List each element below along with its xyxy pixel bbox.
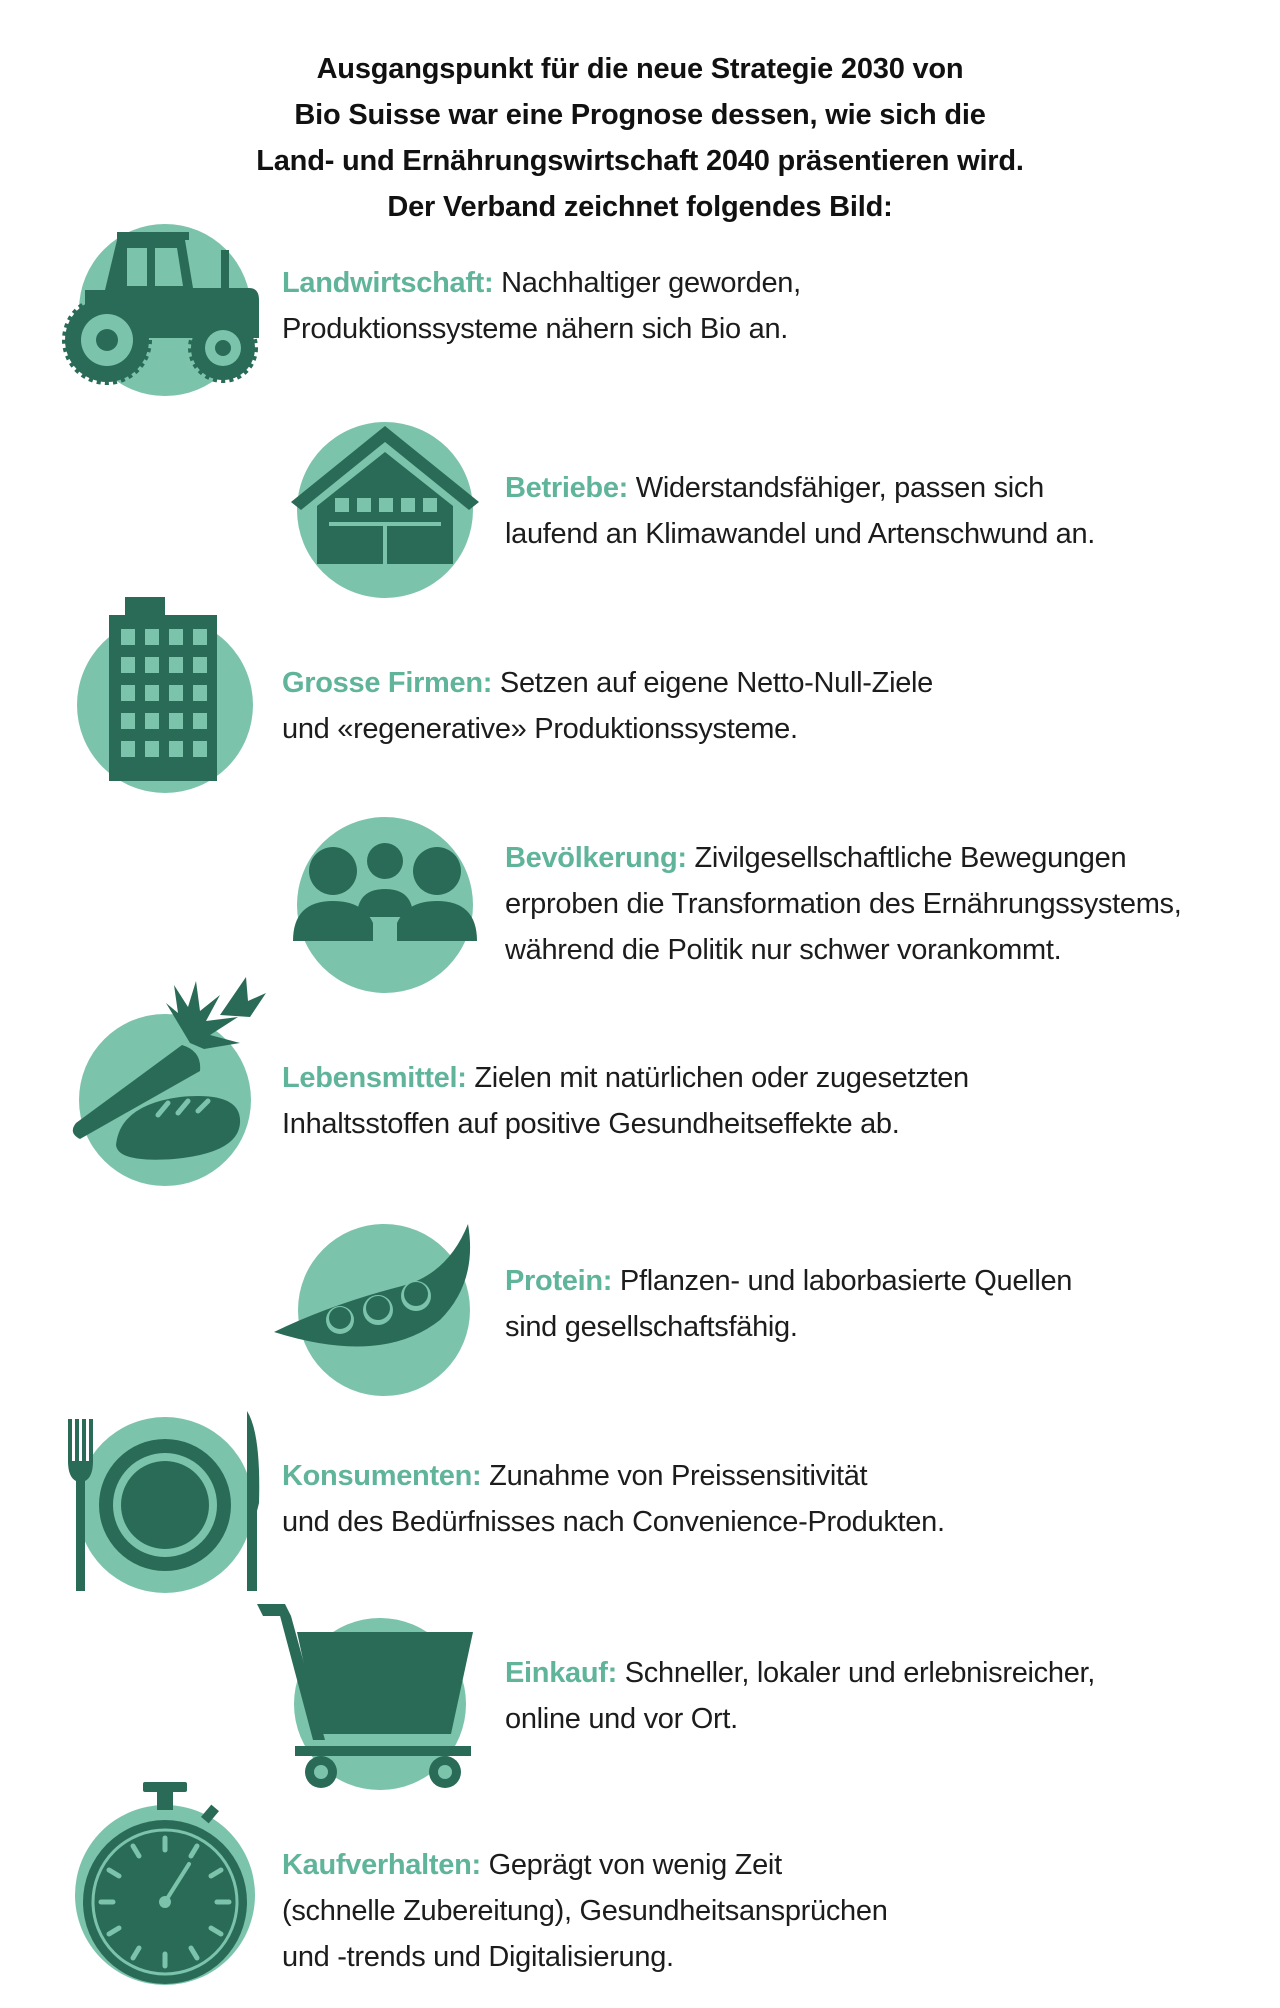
- item-einkauf: [0, 1600, 1280, 1800]
- item-heading: Grosse Firmen:: [282, 667, 493, 699]
- item-text: [282, 660, 933, 752]
- item-text: [282, 1453, 945, 1545]
- shopping-cart-icon: [255, 1600, 475, 1800]
- item-heading: Lebensmittel:: [282, 1062, 467, 1094]
- item-heading: Kaufverhalten:: [282, 1849, 481, 1881]
- item-description: (schnelle Zubereitung), Gesundheitsansprüchen: [282, 1895, 888, 1927]
- item-description: Zunahme von Preissensitivität: [481, 1460, 868, 1492]
- item-text: [505, 835, 1182, 973]
- item-description: und des Bedürfnisses nach Convenience-Produkten.: [282, 1506, 945, 1538]
- item-description: Zivilgesellschaftliche Bewegungen: [686, 842, 1127, 874]
- plate-cutlery-icon: [65, 1405, 265, 1605]
- item-description: Inhaltsstoffen auf positive Gesundheitseffekte ab.: [282, 1108, 900, 1140]
- item-heading: Einkauf:: [505, 1657, 617, 1689]
- item-konsumenten: [0, 1405, 1280, 1605]
- item-text: [282, 260, 801, 352]
- item-description: sind gesellschaftsfähig.: [505, 1311, 798, 1343]
- item-text: [505, 1650, 1095, 1742]
- intro-line: Bio Suisse war eine Prognose dessen, wie sich die: [294, 99, 986, 131]
- item-description: erproben die Transformation des Ernährungssystems,: [505, 888, 1182, 920]
- carrot-bread-icon: [70, 955, 270, 1195]
- item-text: [505, 1258, 1072, 1350]
- item-heading: Konsumenten:: [282, 1460, 482, 1492]
- item-description: Geprägt von wenig Zeit: [480, 1849, 782, 1881]
- item-description: Pflanzen- und laborbasierte Quellen: [612, 1265, 1073, 1297]
- item-description: während die Politik nur schwer vorankommt.: [505, 934, 1062, 966]
- item-text: [505, 465, 1095, 557]
- item-text: [282, 1842, 888, 1980]
- item-description: laufend an Klimawandel und Artenschwund an.: [505, 518, 1096, 550]
- intro-line: Ausgangspunkt für die neue Strategie 2030 von: [316, 53, 964, 85]
- barn-icon: [285, 410, 485, 610]
- item-kaufverhalten: [0, 1780, 1280, 2000]
- item-description: und -trends und Digitalisierung.: [282, 1941, 674, 1973]
- item-landwirtschaft: [0, 210, 1280, 410]
- item-lebensmittel: [0, 955, 1280, 1155]
- item-description: und «regenerative» Produktionssysteme.: [282, 713, 798, 745]
- item-description: Zielen mit natürlichen oder zugesetzten: [466, 1062, 969, 1094]
- stopwatch-icon: [65, 1780, 265, 2000]
- intro-line: Der Verband zeichnet folgendes Bild:: [387, 191, 893, 223]
- item-description: Produktionssysteme nähern sich Bio an.: [282, 313, 789, 345]
- tractor-icon: [45, 210, 275, 410]
- item-description: Nachhaltiger geworden,: [493, 267, 801, 299]
- item-heading: Bevölkerung:: [505, 842, 687, 874]
- intro-heading: [0, 46, 1280, 230]
- item-protein: [0, 1210, 1280, 1410]
- intro-line: Land- und Ernährungswirtschaft 2040 präsentieren wird.: [256, 145, 1024, 177]
- item-betriebe: [0, 410, 1280, 610]
- item-heading: Landwirtschaft:: [282, 267, 494, 299]
- item-heading: Protein:: [505, 1265, 613, 1297]
- item-text: [282, 1055, 969, 1147]
- item-description: Widerstandsfähiger, passen sich: [628, 472, 1044, 504]
- item-grosse-firmen: [0, 595, 1280, 795]
- item-description: Schneller, lokaler und erlebnisreicher,: [617, 1657, 1096, 1689]
- pea-pod-icon: [272, 1210, 492, 1410]
- item-heading: Betriebe:: [505, 472, 628, 504]
- item-description: online und vor Ort.: [505, 1703, 738, 1735]
- office-building-icon: [65, 595, 265, 795]
- item-description: Setzen auf eigene Netto-Null-Ziele: [492, 667, 934, 699]
